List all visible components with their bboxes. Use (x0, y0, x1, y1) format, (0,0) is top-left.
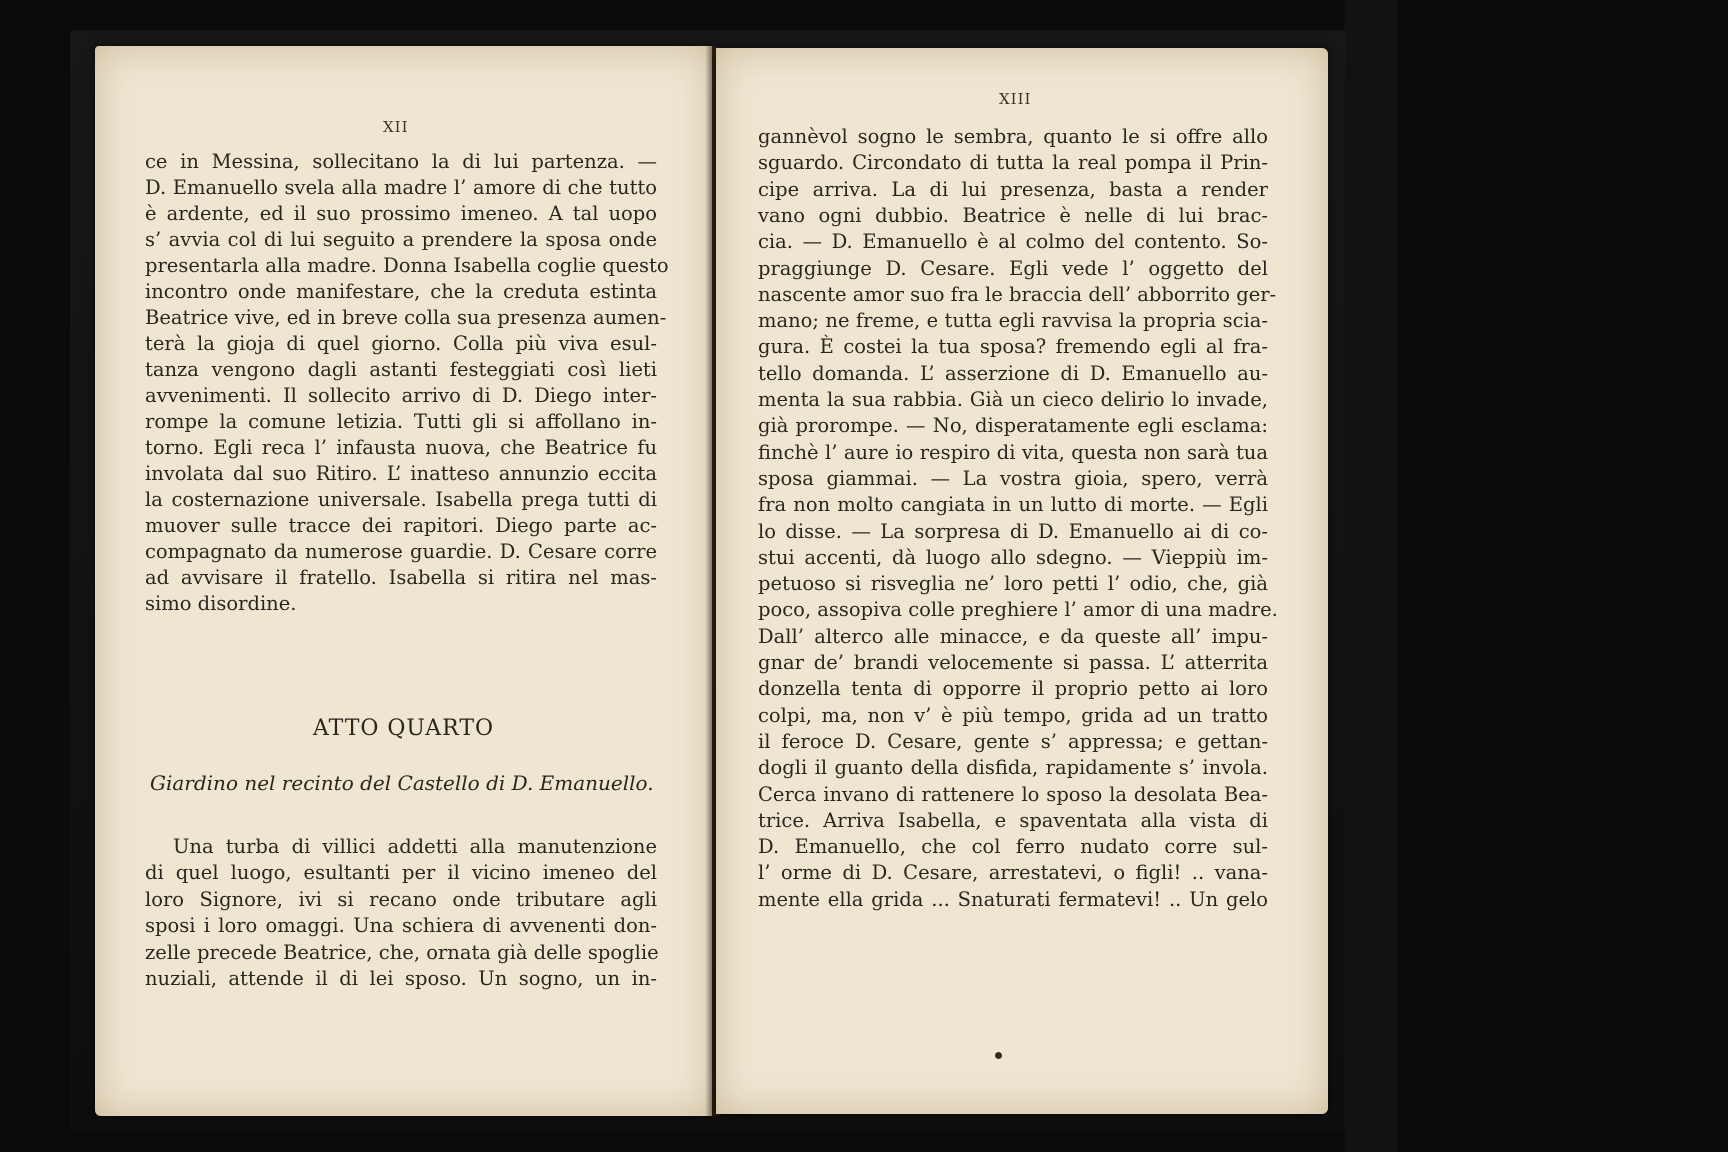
text-line: menta la sua rabbia. Già un cieco delirio lo invade, (758, 388, 1268, 411)
act-heading: ATTO QUARTO (312, 716, 495, 741)
text-line: trice. Arriva Isabella, e spaventata alla vista di (758, 808, 1268, 832)
text-line: ce in Messina, sollecitano la di lui partenza. — (145, 150, 657, 173)
text-line: cia. — D. Emanuello è al colmo del contento. So- (758, 230, 1268, 254)
text-line: lo disse. — La sorpresa di D. Emanuello ai di co- (758, 519, 1268, 543)
text-line: D. Emanuello, che col ferro nudato corre sul- (758, 835, 1268, 859)
text-line: dogli il guanto della disfida, rapidamente s’ invola. (758, 756, 1268, 780)
text-line: finchè l’ aure io respiro di vita, questa non sarà tua (758, 440, 1268, 464)
text-line: Cerca invano di rattenere lo sposo la desolata Bea- (758, 782, 1268, 806)
text-line: terà la gioja di quel giorno. Colla più viva esul- (145, 332, 657, 355)
text-line: gannèvol sogno le sembra, quanto le si offre allo (758, 125, 1268, 148)
text-line: colpi, ma, non v’ è più tempo, grida ad un tratto (758, 703, 1268, 727)
text-line: il feroce D. Cesare, gente s’ appressa; e gettan- (758, 729, 1268, 753)
text-line: tello domanda. L’ asserzione di D. Emanuello au- (758, 361, 1268, 385)
text-line: già prorompe. — No, disperatamente egli esclama: (758, 414, 1268, 438)
text-line: s’ avvia col di lui seguito a prendere la sposa onde (145, 228, 657, 251)
text-line: l’ orme di D. Cesare, arrestatevi, o figli! .. vana- (758, 861, 1268, 885)
text-line: è ardente, ed il suo prossimo imeneo. A tal uopo (145, 202, 657, 225)
text-line: zelle precede Beatrice, che, ornata già delle spoglie (145, 940, 659, 964)
text-line: sguardo. Circondato di tutta la real pompa il Prin- (758, 151, 1268, 175)
text-line: nuziali, attende il di lei sposo. Un sogno, un in- (145, 967, 657, 990)
text-line: presentarla alla madre. Donna Isabella coglie questo (145, 254, 669, 277)
text-line: gura. È costei la tua sposa? fremendo egli al fra- (758, 335, 1268, 359)
text-line: D. Emanuello svela alla madre l’ amore di che tutto (145, 176, 657, 199)
text-line: la costernazione universale. Isabella prega tutti di (145, 488, 657, 511)
text-line: simo disordine. (145, 592, 297, 615)
page-number-right: XIII (999, 90, 1032, 108)
text-line: cipe arriva. La di lui presenza, basta a render (758, 177, 1268, 201)
page-number-left: XII (383, 118, 409, 136)
text-line: tanza vengono dagli astanti festeggiati così lieti (145, 358, 657, 381)
text-line: mano; ne freme, e tutta egli ravvisa la propria scia- (758, 309, 1268, 333)
text-line: sposa giammai. — La vostra gioia, spero, verrà (758, 466, 1268, 490)
backing-strip (1345, 0, 1397, 1152)
text-line: ad avvisare il fratello. Isabella si ritira nel mas- (145, 566, 657, 589)
text-line: compagnato da numerose guardie. D. Cesare corre (145, 540, 657, 563)
text-line: torno. Egli reca l’ infausta nuova, che Beatrice fu (145, 436, 657, 459)
text-line: Una turba di villici addetti alla manutenzione (173, 835, 657, 858)
text-line: donzella tenta di opporre il proprio petto ai loro (758, 677, 1268, 701)
text-line: praggiunge D. Cesare. Egli vede l’ oggetto del (758, 256, 1268, 280)
text-line: fra non molto cangiata in un lutto di morte. — Egli (758, 493, 1268, 517)
text-line: vano ogni dubbio. Beatrice è nelle di lui brac- (758, 203, 1268, 227)
text-line: rompe la comune letizia. Tutti gli si affollano in- (145, 410, 657, 433)
text-line: muover sulle tracce dei rapitori. Diego parte ac- (145, 514, 657, 537)
text-line: Dall’ alterco alle minacce, e da queste all’ impu- (758, 624, 1268, 648)
text-line: gnar de’ brandi velocemente si passa. L’ atterrita (758, 651, 1268, 674)
text-line: di quel luogo, esultanti per il vicino imeneo del (145, 861, 657, 885)
text-line: Beatrice vive, ed in breve colla sua presenza aumen- (145, 306, 667, 329)
text-line: poco, assopiva colle preghiere l’ amor di una madre. (758, 598, 1278, 622)
left-page (95, 46, 712, 1116)
text-line: involata dal suo Ritiro. L’ inatteso annunzio eccita (145, 462, 657, 485)
text-line: sposi i loro omaggi. Una schiera di avvenenti don- (145, 914, 657, 938)
text-line: incontro onde manifestare, che la creduta estinta (145, 280, 657, 303)
ink-spot (995, 1052, 1002, 1059)
scene-subtitle: Giardino nel recinto del Castello di D. Emanuello. (150, 771, 654, 795)
text-line: stui accenti, dà luogo allo sdegno. — Vieppiù im- (758, 545, 1268, 569)
text-line: mente ella grida ... Snaturati fermatevi! .. Un gelo (758, 887, 1268, 911)
text-line: petuoso si risveglia ne’ loro petti l’ odio, che, già (758, 572, 1268, 596)
right-page (716, 48, 1328, 1114)
text-line: loro Signore, ivi si recano onde tributare agli (145, 887, 657, 911)
text-line: avvenimenti. Il sollecito arrivo di D. Diego inter- (145, 384, 657, 407)
text-line: nascente amor suo fra le braccia dell’ abborrito ger- (758, 282, 1277, 306)
